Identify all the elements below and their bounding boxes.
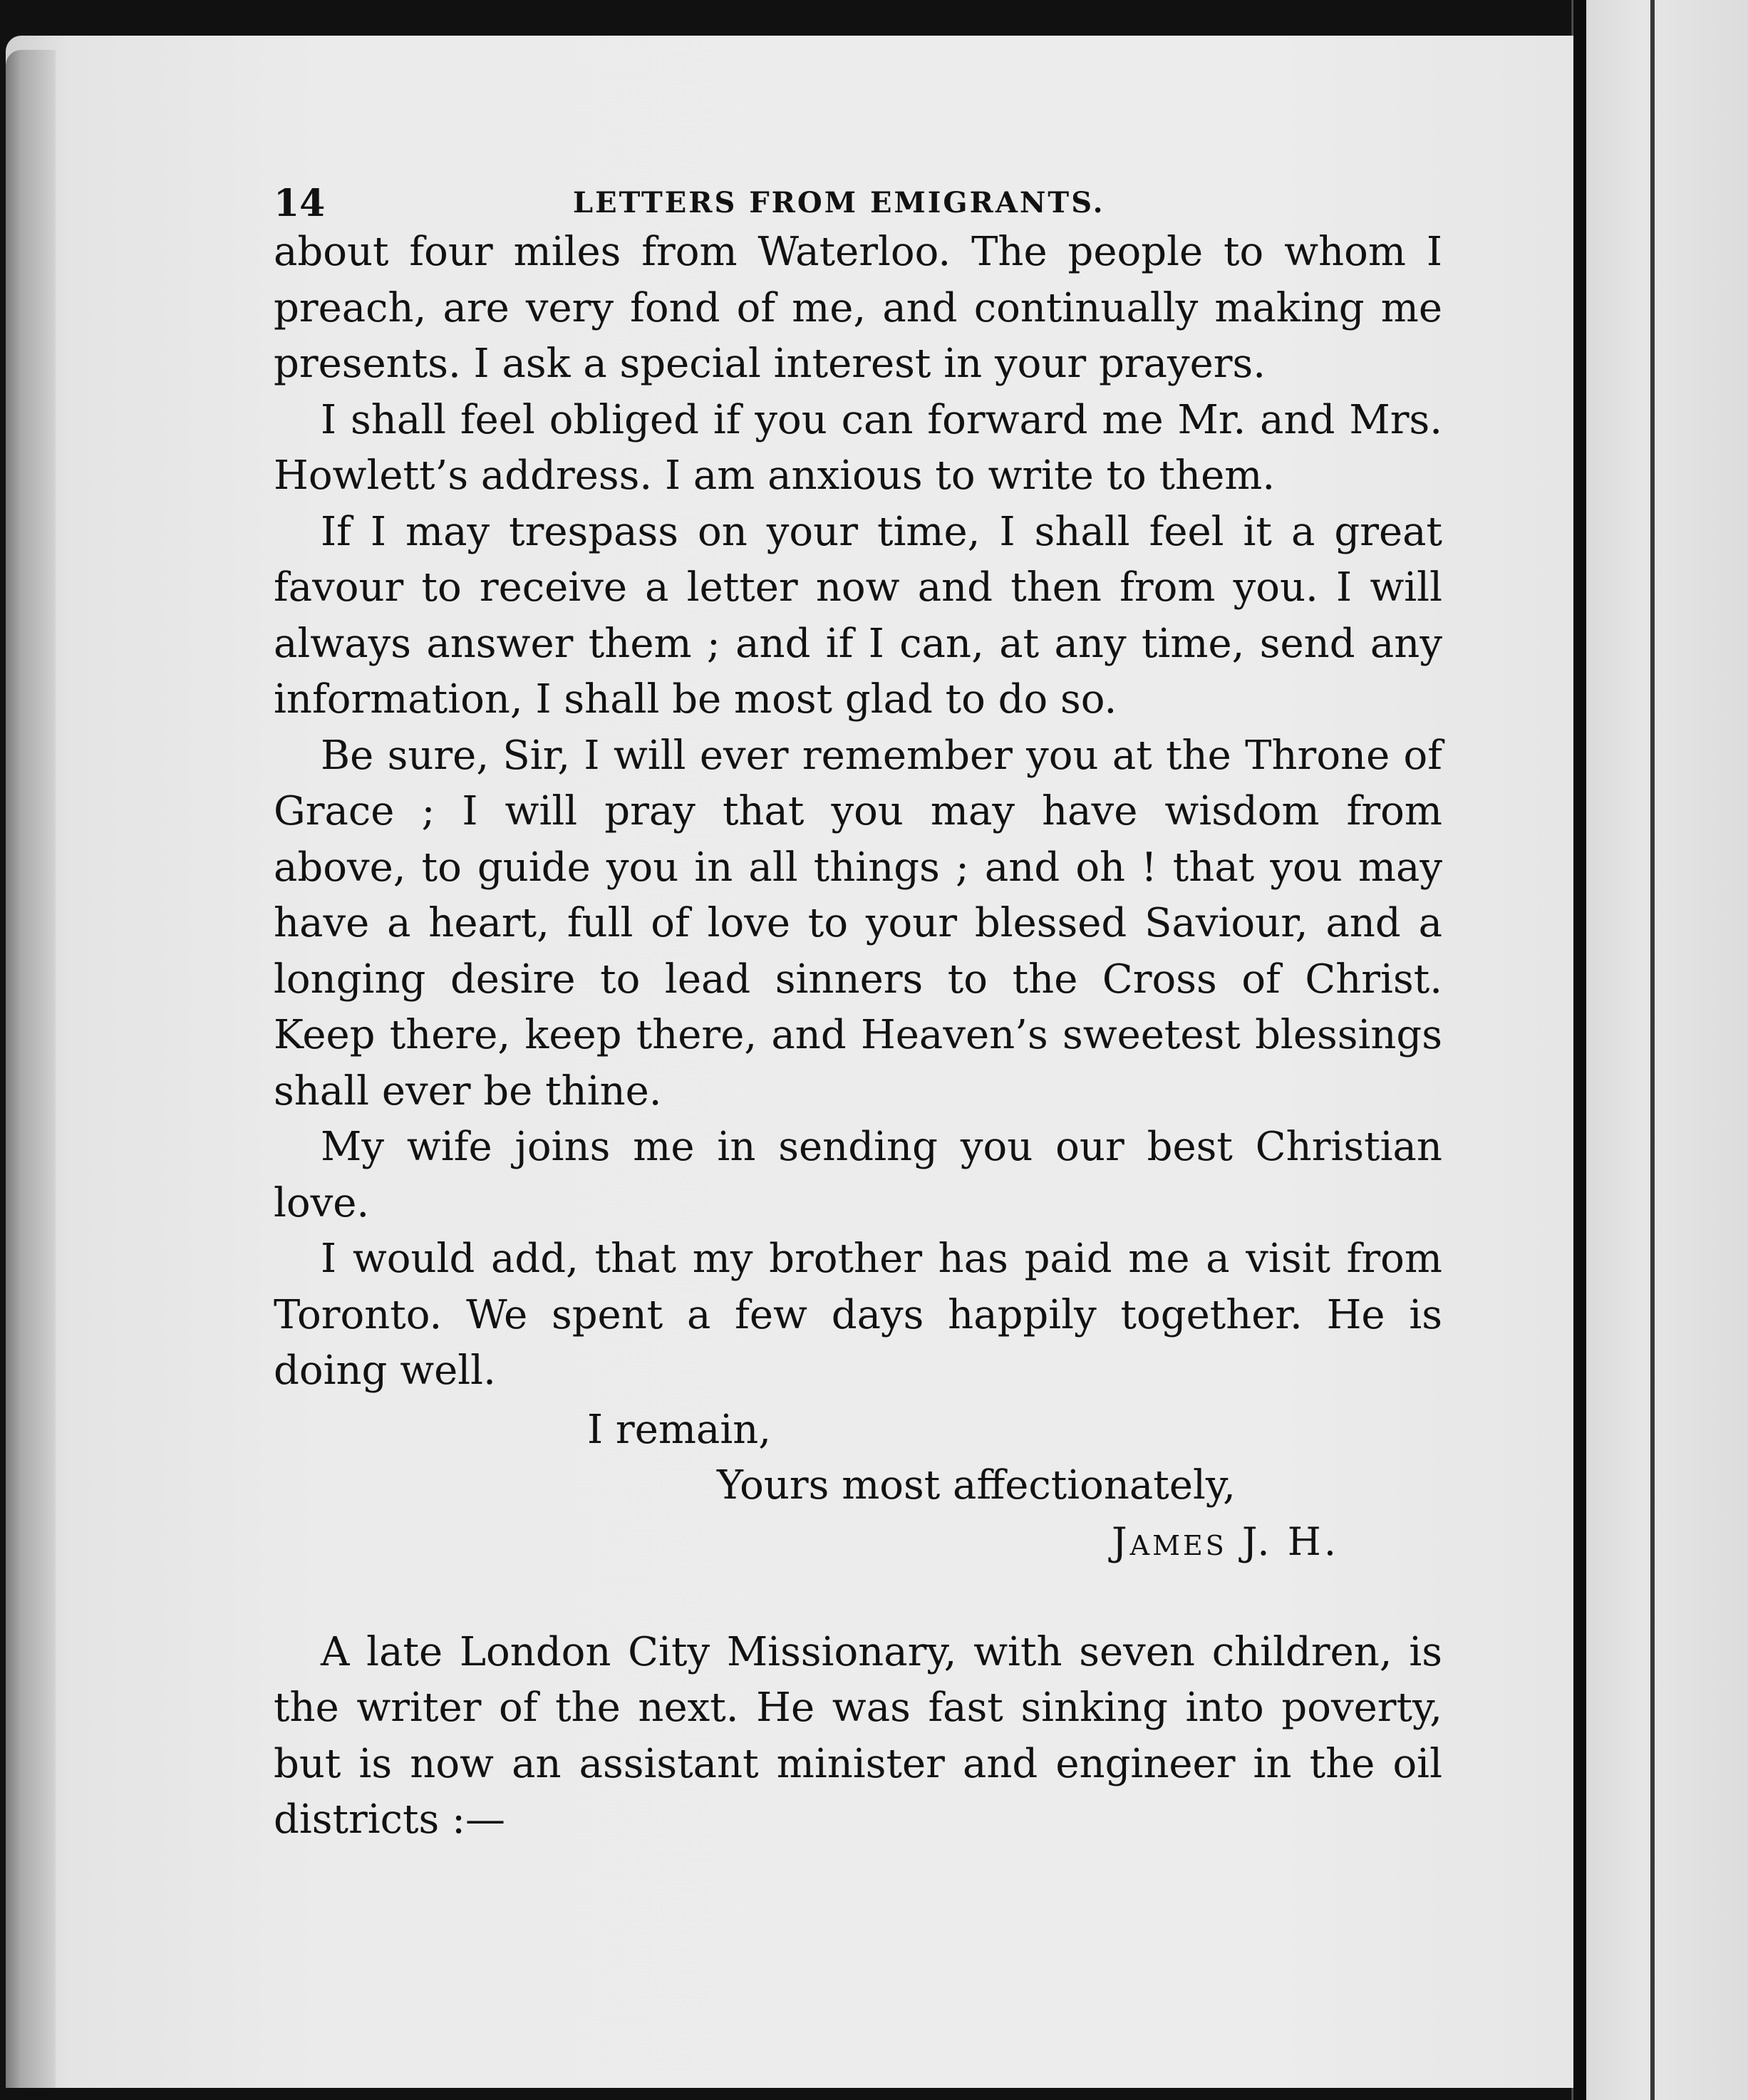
closing-remain: I remain, [587, 1406, 772, 1453]
paragraph-letter-request: If I may trespass on your time, I shall feel it a great favour to receive a letter now and then from you. I will always answer them ; and if I can, at any time, send any information, I shall be most glad to do so. [274, 508, 1442, 723]
paragraph-continuation: about four miles from Waterloo. The people to whom I preach, are very fond of me, and continually making me presents. I ask a special interest in your prayers. [274, 229, 1442, 387]
section-gap [274, 1571, 1442, 1625]
running-head [274, 167, 1442, 224]
paragraph-address-request: I shall feel obliged if you can forward me Mr. and Mrs. Howlett’s address. I am anxious to write to them. [274, 396, 1442, 499]
page-stack-edge [6, 50, 56, 2088]
paragraph-brother: I would add, that my brother has paid me a visit from Toronto. We spent a few days happily together. He is doing well. [274, 1236, 1442, 1394]
paragraph-next-letter-intro: A late London City Missionary, with seven children, is the writer of the next. He was fast sinking into poverty, but is now an assistant minister and engineer in the oil districts :— [274, 1628, 1442, 1843]
facing-page-edge [1571, 0, 1748, 2100]
closing-yours: Yours most affectionately, [717, 1462, 1236, 1509]
paragraph-wife: My wife joins me in sending you our best Christian love. [274, 1124, 1442, 1226]
paragraph-prayer: Be sure, Sir, I will ever remember you at the Throne of Grace ; I will pray that you may have wisdom from above, to guide you in all things ; and oh ! that you may have a heart, full of love to your blessed Saviour, and a longing desire to lead sinners to the Cross of Christ. Keep there, keep there, and Heaven’s sweetest blessings shall ever be thine. [274, 732, 1442, 1114]
page-number: 14 [274, 182, 326, 225]
facing-page-rule [1650, 0, 1655, 2100]
binding-gutter [1573, 0, 1586, 2100]
running-title: LETTERS FROM EMIGRANTS. [573, 186, 1105, 219]
closing-signature: James J. H. [1112, 1519, 1339, 1564]
page-text [274, 167, 1442, 1848]
